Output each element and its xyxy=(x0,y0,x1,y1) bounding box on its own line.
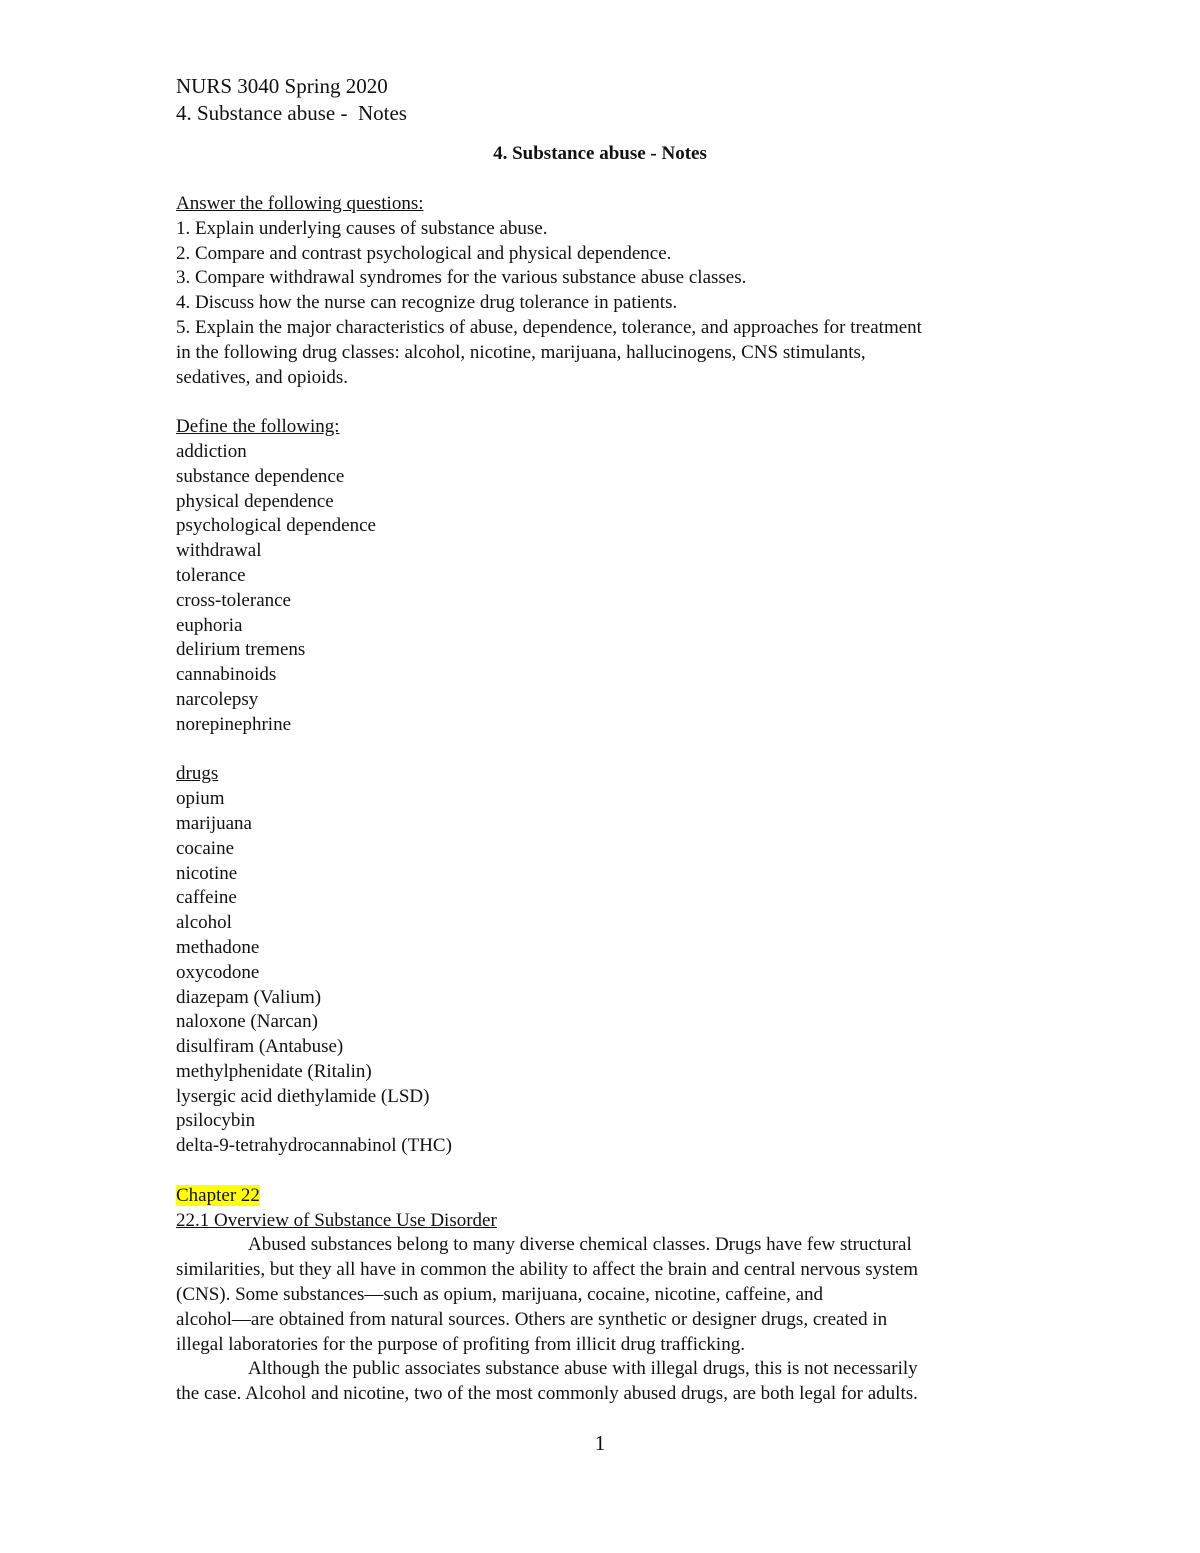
question-line: in the following drug classes: alcohol, nicotine, marijuana, hallucinogens, CNS stimulants, xyxy=(176,341,866,363)
term-item: psychological dependence xyxy=(176,515,376,537)
spacer xyxy=(176,738,1036,763)
paragraph-line: (CNS). Some substances—such as opium, marijuana, cocaine, nicotine, caffeine, and xyxy=(176,1284,824,1306)
term-item: addiction xyxy=(176,440,247,462)
question-line: 4. Discuss how the nurse can recognize drug tolerance in patients. xyxy=(176,292,678,314)
drug-item: lysergic acid diethylamide (LSD) xyxy=(176,1085,430,1107)
term-item: norepinephrine xyxy=(176,713,292,735)
question-line: 1. Explain underlying causes of substance abuse. xyxy=(176,217,548,239)
drug-item: methylphenidate (Ritalin) xyxy=(176,1060,372,1082)
page-number: 1 xyxy=(594,1431,606,1455)
term-item: substance dependence xyxy=(176,465,345,487)
drug-item: naloxone (Narcan) xyxy=(176,1011,318,1033)
question-line: sedatives, and opioids. xyxy=(176,366,349,388)
term-item: delirium tremens xyxy=(176,639,306,661)
drug-item: marijuana xyxy=(176,812,252,834)
document-body xyxy=(176,192,1036,1407)
drug-item: nicotine xyxy=(176,862,238,884)
drug-item: diazepam (Valium) xyxy=(176,986,322,1008)
drug-item: opium xyxy=(176,788,225,810)
paragraph-line: Abused substances belong to many diverse chemical classes. Drugs have few structural xyxy=(248,1234,912,1256)
chapter-label: Chapter 22 xyxy=(176,1184,260,1206)
term-item: cannabinoids xyxy=(176,664,277,686)
document-title: 4. Substance abuse - Notes xyxy=(493,143,707,164)
term-item: cross-tolerance xyxy=(176,589,291,611)
term-item: tolerance xyxy=(176,564,246,586)
paragraph-line: alcohol—are obtained from natural sources. Others are synthetic or designer drugs, created in xyxy=(176,1308,888,1330)
drug-item: methadone xyxy=(176,936,260,958)
paragraph-line: similarities, but they all have in common the ability to affect the brain and central nervous system xyxy=(176,1259,919,1281)
drug-item: alcohol xyxy=(176,912,232,934)
drug-item: cocaine xyxy=(176,837,235,859)
paragraph-line: illegal laboratories for the purpose of profiting from illicit drug trafficking. xyxy=(176,1333,745,1355)
definitions-heading: Define the following: xyxy=(176,416,340,438)
page-header xyxy=(176,73,407,127)
section-heading: 22.1 Overview of Substance Use Disorder xyxy=(176,1209,497,1231)
term-item: euphoria xyxy=(176,614,243,636)
drug-item: disulfiram (Antabuse) xyxy=(176,1036,344,1058)
drug-item: caffeine xyxy=(176,887,237,909)
header-subtitle: 4. Substance abuse - Notes xyxy=(176,101,407,125)
spacer xyxy=(176,1159,1036,1184)
question-line: 5. Explain the major characteristics of abuse, dependence, tolerance, and approaches for treatment xyxy=(176,316,922,338)
term-item: withdrawal xyxy=(176,540,262,562)
spacer xyxy=(176,390,1036,415)
question-line: 3. Compare withdrawal syndromes for the various substance abuse classes. xyxy=(176,267,747,289)
drug-item: delta-9-tetrahydrocannabinol (THC) xyxy=(176,1135,452,1157)
question-line: 2. Compare and contrast psychological and physical dependence. xyxy=(176,242,672,264)
term-item: physical dependence xyxy=(176,490,334,512)
paragraph-line: Although the public associates substance abuse with illegal drugs, this is not necessarily xyxy=(248,1358,918,1380)
questions-heading: Answer the following questions: xyxy=(176,193,424,214)
drug-item: psilocybin xyxy=(176,1110,256,1132)
paragraph-line: the case. Alcohol and nicotine, two of the most commonly abused drugs, are both legal for adults. xyxy=(176,1383,918,1405)
drugs-heading: drugs xyxy=(176,763,219,785)
course-header: NURS 3040 Spring 2020 xyxy=(176,74,388,98)
term-item: narcolepsy xyxy=(176,688,259,710)
drug-item: oxycodone xyxy=(176,961,260,983)
